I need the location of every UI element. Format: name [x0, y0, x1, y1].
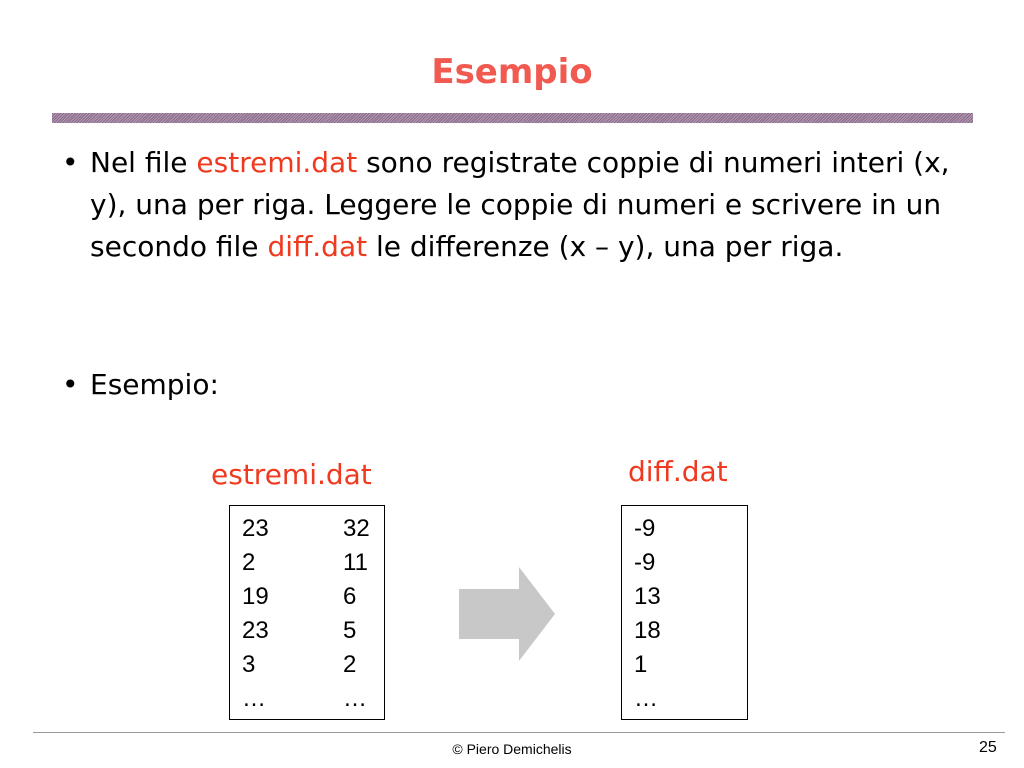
input-y-value: … [343, 685, 367, 712]
bullet-dot: • [62, 146, 79, 179]
input-y-value: 2 [343, 651, 357, 678]
filename-estremi-highlight: estremi.dat [196, 146, 358, 179]
output-value: 1 [634, 651, 648, 678]
filename-diff-highlight: diff.dat [267, 230, 368, 263]
input-x-value: 3 [242, 651, 256, 678]
input-file-label: estremi.dat [211, 458, 372, 491]
input-x-value: 2 [242, 549, 256, 576]
bullet-text-part: le differenze (x – y), una per riga. [367, 230, 844, 263]
bullet-dot: • [62, 368, 79, 401]
page-number: 25 [979, 739, 997, 756]
output-file-box [621, 505, 748, 720]
bullet-item-1 [62, 142, 982, 312]
footer-divider [33, 732, 1005, 733]
output-value: 13 [634, 583, 661, 610]
input-y-value: 32 [343, 515, 370, 542]
output-value: 18 [634, 617, 661, 644]
footer-copyright: © Piero Demichelis [452, 741, 572, 757]
output-value: -9 [634, 515, 656, 542]
input-y-value: 6 [343, 583, 357, 610]
input-y-value: 5 [343, 617, 357, 644]
input-x-value: 19 [242, 583, 269, 610]
slide-title: Esempio [431, 52, 593, 92]
bullet-text-part: sono registrate coppie di numeri interi (x, y), una per riga. Leggere le coppie di numeri e scrivere in un secondo file [90, 146, 950, 263]
bullet-item-2 [62, 364, 982, 409]
bullet-text: Esempio: [90, 368, 219, 401]
title-divider [52, 113, 973, 123]
output-value: … [634, 685, 658, 712]
input-file-box [229, 505, 385, 720]
input-x-value: 23 [242, 515, 269, 542]
bullet-text [90, 142, 970, 268]
input-x-value: 23 [242, 617, 269, 644]
bullet-text-part: Nel file [90, 146, 197, 179]
input-x-value: … [242, 685, 266, 712]
input-y-value: 11 [343, 549, 368, 576]
right-arrow-icon [459, 567, 555, 661]
output-file-label: diff.dat [628, 455, 728, 488]
output-value: -9 [634, 549, 656, 576]
